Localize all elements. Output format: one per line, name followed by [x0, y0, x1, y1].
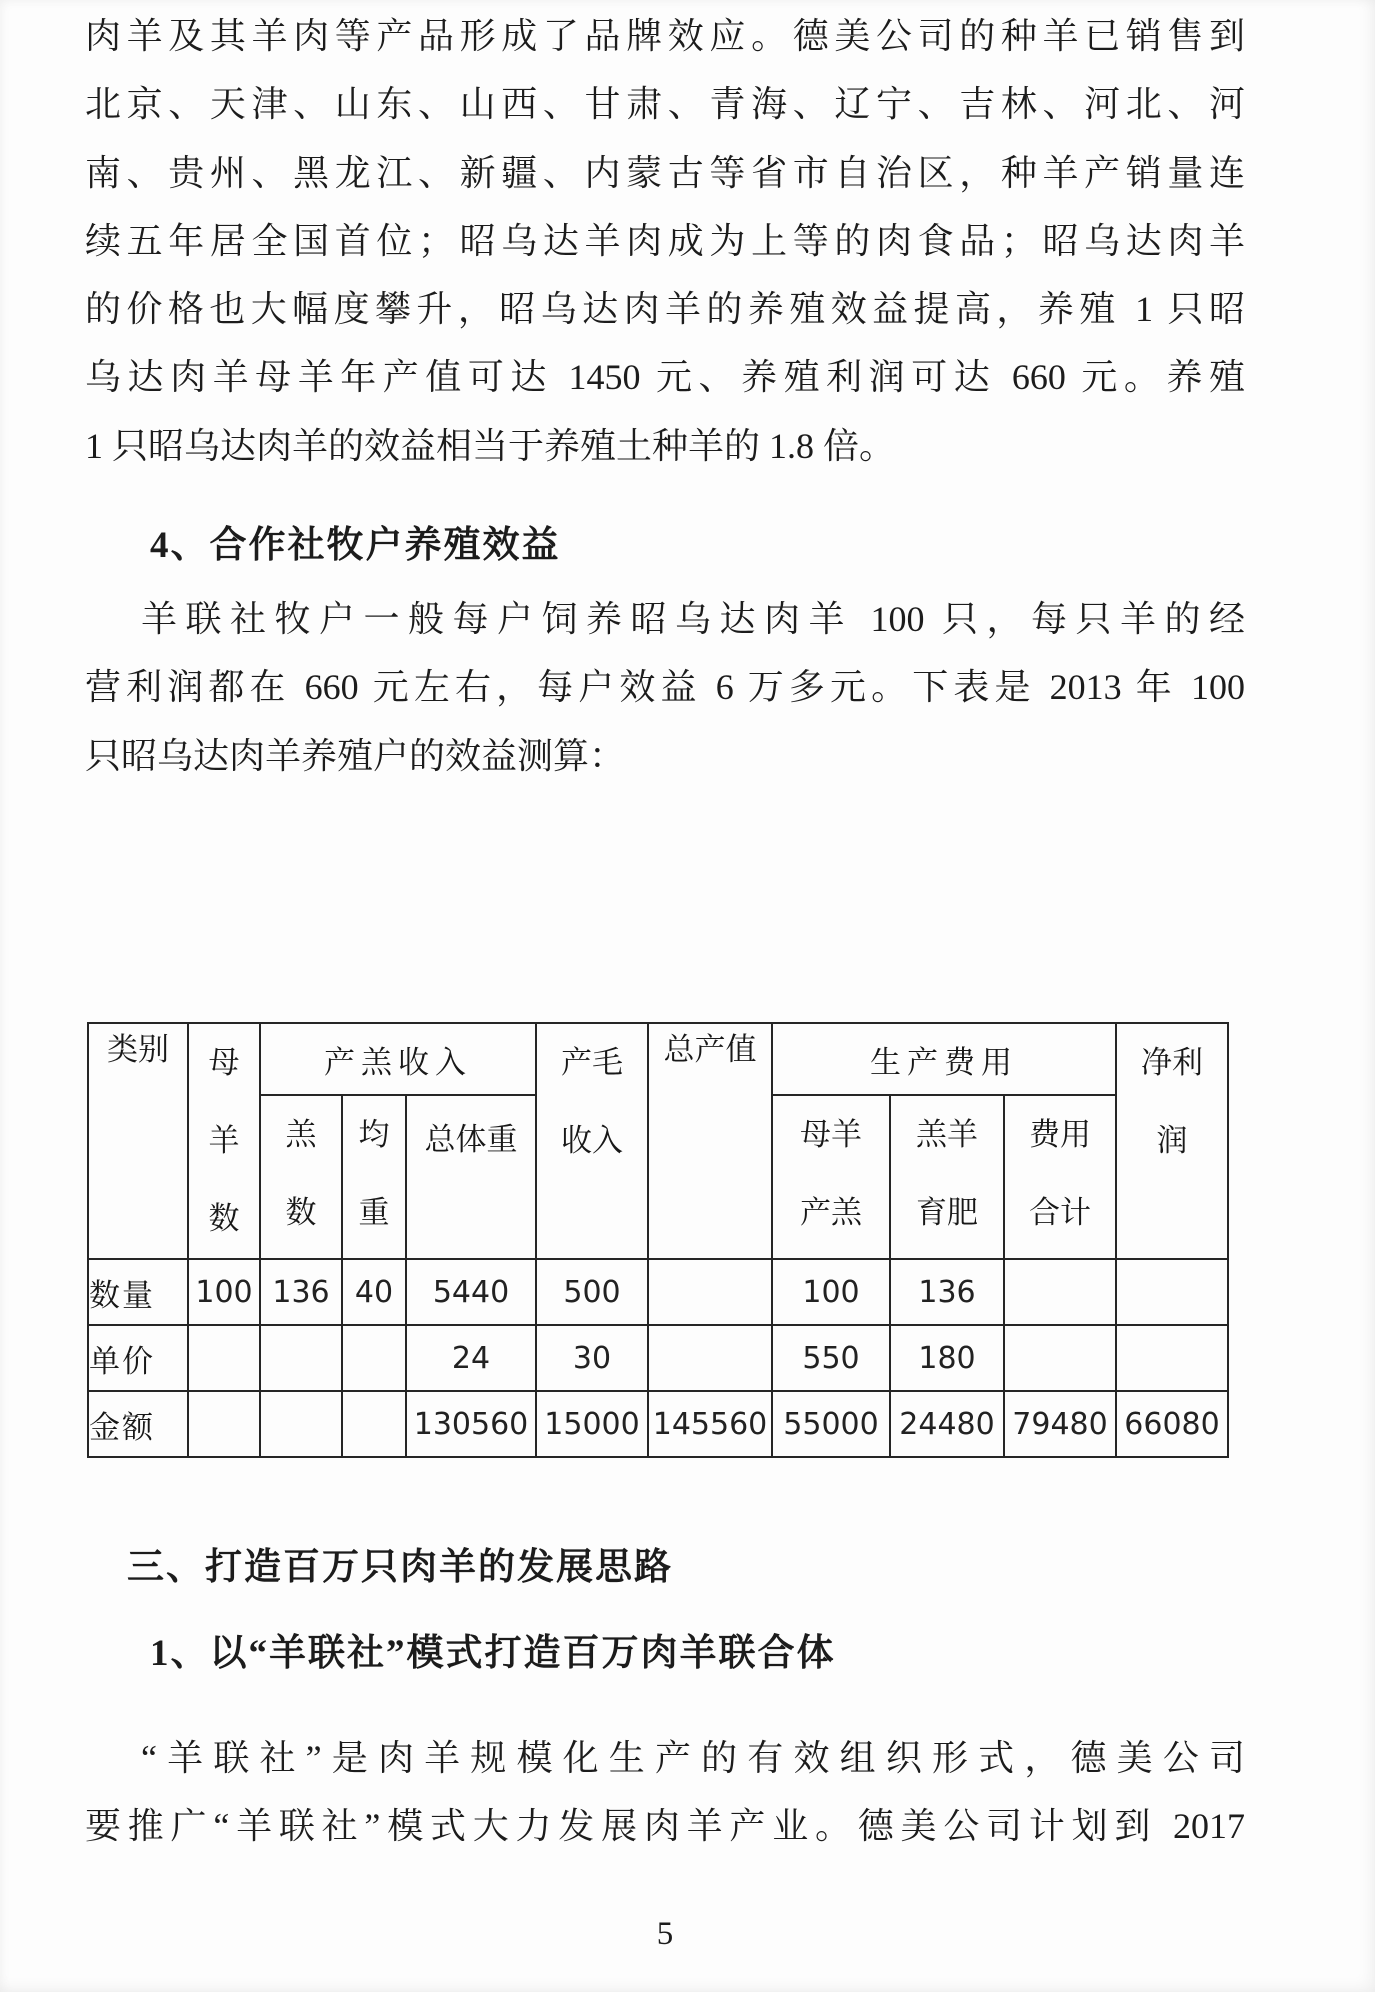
paragraph-lianshe-model [85, 1724, 1245, 1861]
th-ewe-count-line: 母 [208, 1045, 240, 1080]
th-group-lamb-income: 产羔收入 [260, 1023, 536, 1095]
heading-section-3: 三、打造百万只肉羊的发展思路 [127, 1547, 673, 1588]
heading-section-3-1: 1、以“羊联社”模式打造百万肉羊联合体 [150, 1633, 836, 1674]
th-net-profit-line: 润 [1156, 1123, 1188, 1158]
th-ewe-count [188, 1023, 260, 1259]
table-cell [342, 1391, 406, 1457]
table-cell [260, 1391, 342, 1457]
table-cell: 145560 [648, 1391, 772, 1457]
table-row-quantity [88, 1259, 1228, 1325]
paragraph-coop-benefit [85, 585, 1245, 790]
benefit-calculation-table [87, 1022, 1229, 1458]
th-ewe-lambing-line: 产羔 [800, 1195, 862, 1230]
th-lamb-count [260, 1095, 342, 1259]
body-line: 乌达肉羊母羊年产值可达 1450 元、养殖利润可达 660 元。养殖 [85, 357, 1245, 398]
th-ewe-lambing [772, 1095, 890, 1259]
th-wool-income-line: 收入 [561, 1123, 623, 1158]
table-cell: 24480 [890, 1391, 1004, 1457]
row-label: 数量 [88, 1259, 188, 1325]
table-cell: 100 [188, 1259, 260, 1325]
row-label: 金额 [88, 1391, 188, 1457]
table-row-amount [88, 1391, 1228, 1457]
body-line: 南、贵州、黑龙江、新疆、内蒙古等省市自治区，种羊产销量连 [85, 152, 1245, 193]
table-cell [1116, 1325, 1228, 1391]
body-line: 只昭乌达肉羊养殖户的效益测算： [85, 735, 626, 776]
table-cell: 136 [260, 1259, 342, 1325]
th-lamb-count-line: 数 [285, 1195, 317, 1230]
table-cell: 55000 [772, 1391, 890, 1457]
paragraph-brand-effect [85, 2, 1245, 480]
th-total-output-value: 总产值 [648, 1023, 772, 1259]
table-cell [1116, 1259, 1228, 1325]
table-cell: 500 [536, 1259, 648, 1325]
th-ewe-lambing-line: 母羊 [800, 1117, 862, 1152]
table-cell [260, 1325, 342, 1391]
table-cell: 100 [772, 1259, 890, 1325]
th-ewe-count-line: 羊 [208, 1123, 240, 1158]
th-net-profit [1116, 1023, 1228, 1259]
th-lamb-fattening-line: 羔羊 [916, 1117, 978, 1152]
table-cell: 66080 [1116, 1391, 1228, 1457]
body-line: 肉羊及其羊肉等产品形成了品牌效应。德美公司的种羊已销售到 [85, 16, 1245, 56]
table-cell: 130560 [406, 1391, 536, 1457]
table-cell [342, 1325, 406, 1391]
body-line: 1 只昭乌达肉羊的效益相当于养殖土种羊的 1.8 倍。 [85, 425, 896, 466]
th-total-weight: 总体重 [406, 1095, 536, 1259]
body-line: 北京、天津、山东、山西、甘肃、青海、辽宁、吉林、河北、河 [85, 84, 1245, 125]
th-category: 类别 [88, 1023, 188, 1259]
th-wool-income-line: 产毛 [561, 1045, 623, 1080]
body-line: 续五年居全国首位；昭乌达羊肉成为上等的肉食品；昭乌达肉羊 [85, 220, 1245, 261]
table-cell: 30 [536, 1325, 648, 1391]
table-cell: 180 [890, 1325, 1004, 1391]
heading-section-4: 4、合作社牧户养殖效益 [150, 525, 561, 566]
table-cell [1004, 1259, 1116, 1325]
th-lamb-fattening-line: 育肥 [916, 1195, 978, 1230]
th-lamb-count-line: 羔 [285, 1117, 317, 1152]
table-cell: 5440 [406, 1259, 536, 1325]
table-cell [188, 1325, 260, 1391]
th-avg-weight-line: 均 [358, 1117, 390, 1152]
body-line: 营利润都在 660 元左右，每户效益 6 万多元。下表是 2013 年 100 [85, 667, 1245, 708]
body-line: 羊联社牧户一般每户饲养昭乌达肉羊 100 只，每只羊的经 [141, 599, 1245, 639]
body-line: 的价格也大幅度攀升，昭乌达肉羊的养殖效益提高，养殖 1 只昭 [85, 289, 1245, 330]
table-cell [648, 1259, 772, 1325]
body-line: “羊联社”是肉羊规模化生产的有效组织形式，德美公司 [141, 1738, 1245, 1778]
row-label: 单价 [88, 1325, 188, 1391]
th-net-profit-line: 净利 [1141, 1045, 1203, 1080]
page-number: 5 [656, 1916, 674, 1952]
th-cost-subtotal [1004, 1095, 1116, 1259]
th-lamb-fattening [890, 1095, 1004, 1259]
th-ewe-count-line: 数 [208, 1201, 240, 1236]
th-group-production-cost: 生产费用 [772, 1023, 1116, 1095]
th-wool-income [536, 1023, 648, 1259]
table-cell: 79480 [1004, 1391, 1116, 1457]
table-cell [1004, 1325, 1116, 1391]
th-cost-subtotal-line: 费用 [1029, 1117, 1091, 1152]
table-cell: 24 [406, 1325, 536, 1391]
th-avg-weight [342, 1095, 406, 1259]
table-cell [188, 1391, 260, 1457]
table-cell: 40 [342, 1259, 406, 1325]
table-cell [648, 1325, 772, 1391]
th-avg-weight-line: 重 [358, 1195, 390, 1230]
th-cost-subtotal-line: 合计 [1029, 1195, 1091, 1230]
table-cell: 550 [772, 1325, 890, 1391]
table-cell: 15000 [536, 1391, 648, 1457]
table-cell: 136 [890, 1259, 1004, 1325]
body-line: 要推广“羊联社”模式大力发展肉羊产业。德美公司计划到 2017 [85, 1806, 1245, 1847]
table-row-unit-price [88, 1325, 1228, 1391]
